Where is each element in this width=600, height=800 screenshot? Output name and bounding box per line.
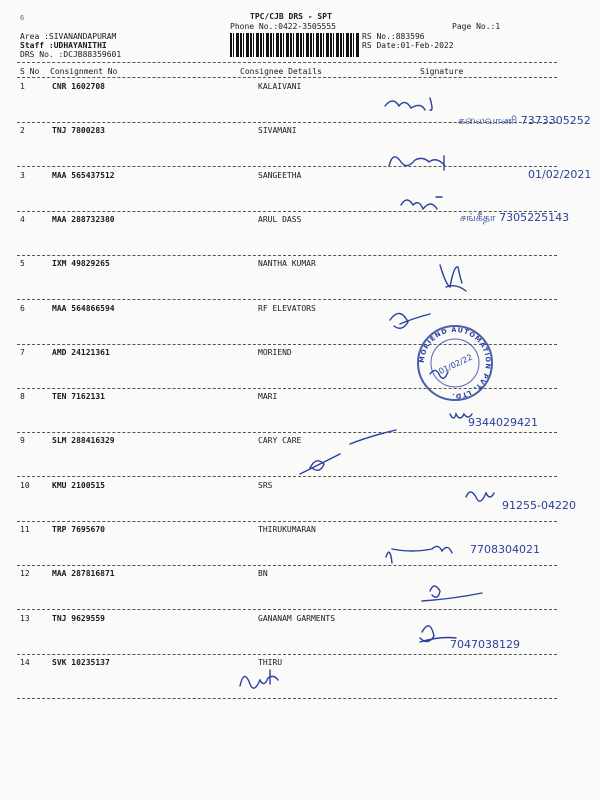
row-serial-number: 7	[20, 347, 25, 357]
row-divider	[17, 565, 557, 566]
table-row	[0, 348, 600, 392]
stamp-date: 01/02/22	[437, 352, 474, 377]
table-row	[0, 215, 600, 259]
row-consignee-name: SIVAMANI	[258, 126, 297, 136]
signature-note: 91255-04220	[502, 498, 576, 512]
barcode	[230, 33, 360, 57]
row-divider	[17, 211, 557, 212]
row-divider	[17, 609, 557, 610]
company-stamp	[415, 323, 495, 403]
row-consignment-number: CNR 1602708	[52, 82, 105, 91]
staff-label: Staff :UDHAYANITHI	[20, 41, 107, 50]
signature-stroke	[386, 546, 452, 563]
signature-note: 7047038129	[450, 637, 520, 651]
row-consignment-number: SLM 288416329	[52, 436, 115, 446]
row-consignment-number: MAA 565437512	[52, 170, 115, 180]
signature-stroke	[300, 430, 396, 474]
row-serial-number: 6	[20, 303, 25, 313]
corner-mark: 6	[20, 14, 25, 22]
row-divider	[17, 698, 557, 699]
row-consignment-number: TEN 7162131	[52, 392, 105, 402]
row-consignee-name: KALAIVANI	[258, 82, 302, 91]
row-serial-number: 10	[20, 480, 30, 490]
row-divider	[17, 521, 557, 522]
row-consignment-number: IXM 49829265	[52, 259, 110, 269]
row-consignee-name: THIRUKUMARAN	[258, 525, 316, 534]
col-signature-header: Signature	[420, 67, 464, 76]
row-signature	[390, 581, 600, 617]
row-serial-number: 13	[20, 613, 30, 623]
row-serial-number: 2	[20, 126, 25, 136]
table-row	[0, 614, 600, 658]
drs-number: DRS No. :DCJB88359601	[20, 50, 122, 59]
table-row	[0, 259, 600, 303]
row-divider	[17, 299, 557, 300]
row-consignment-number: KMU 2100515	[52, 480, 105, 490]
row-serial-number: 4	[20, 214, 25, 224]
row-consignee-name: NANTHA KUMAR	[258, 259, 316, 269]
row-divider	[17, 432, 557, 433]
row-consignee-name: MARI	[258, 392, 278, 402]
rs-number: RS No.:883596	[362, 32, 425, 41]
signature-stroke	[401, 197, 442, 209]
row-consignee-name: SANGEETHA	[258, 170, 302, 180]
table-row	[0, 525, 600, 569]
row-divider	[17, 654, 557, 655]
signature-stroke	[440, 265, 466, 291]
row-consignee-name: SRS	[258, 480, 273, 490]
signature-note: 01/02/2021	[528, 168, 592, 182]
signature-stroke	[240, 670, 278, 688]
column-header-divider	[17, 77, 557, 78]
col-consignee-header: Consignee Details	[240, 67, 322, 76]
row-divider	[17, 476, 557, 477]
row-consignee-name: BN	[258, 569, 268, 579]
signature-stroke	[385, 98, 432, 110]
row-serial-number: 3	[20, 170, 25, 180]
signature-stroke	[466, 492, 494, 501]
signature-note: 7708304021	[470, 543, 540, 556]
table-row	[0, 569, 600, 613]
table-row	[0, 392, 600, 436]
signature-note: கலைவாணி 7373305252	[458, 114, 591, 127]
area-label: Area :SIVANANDAPURAM	[20, 32, 117, 41]
signature-scribble	[310, 660, 530, 700]
table-row	[0, 82, 600, 126]
row-signature	[416, 487, 600, 523]
table-row	[0, 436, 600, 480]
table-row	[0, 658, 600, 702]
row-consignment-number: TNJ 9629559	[52, 613, 105, 623]
page-number: Page No.:1	[452, 22, 501, 31]
row-serial-number: 14	[20, 657, 30, 667]
row-consignee-name: GANANAM GARMENTS	[258, 613, 336, 623]
row-consignment-number: AMD 24121361	[52, 347, 110, 357]
row-consignment-number: TRP 7695670	[52, 525, 105, 534]
row-consignment-number: MAA 288732380	[52, 214, 115, 224]
row-consignment-number: MAA 564866594	[52, 303, 115, 313]
row-serial-number: 12	[20, 569, 30, 579]
table-row	[0, 304, 600, 348]
sheet-title: TPC/CJB DRS - SPT	[250, 12, 332, 21]
row-signature	[380, 261, 600, 297]
signature-note: 9344029421	[468, 416, 538, 430]
signature-stroke	[422, 586, 482, 601]
row-consignee-name: RF ELEVATORS	[258, 303, 316, 313]
row-signature	[380, 94, 600, 130]
signature-stroke	[389, 156, 445, 170]
row-consignment-number: TNJ 7800283	[52, 126, 105, 136]
signature-note: சங்கீதா 7305225143	[460, 210, 570, 224]
row-signature	[410, 404, 600, 440]
stamp-ring-text: MORIEND AUTOMATION PVT. LTD.	[417, 325, 493, 401]
col-consignment-header: Consignment No	[50, 67, 118, 76]
row-consignee-name: CARY CARE	[258, 436, 302, 446]
row-serial-number: 1	[20, 82, 25, 91]
row-divider	[17, 122, 557, 123]
row-serial-number: 5	[20, 259, 25, 269]
row-signature	[300, 438, 520, 474]
row-serial-number: 8	[20, 392, 25, 402]
phone-number: Phone No.:0422-3505555	[230, 22, 336, 31]
table-row	[0, 481, 600, 525]
rs-date: RS Date:01-Feb-2022	[362, 41, 454, 50]
row-serial-number: 9	[20, 436, 25, 446]
row-divider	[17, 255, 557, 256]
row-signature	[310, 660, 530, 696]
signature-scribble	[380, 261, 600, 301]
row-consignee-name: MORIEND	[258, 347, 292, 357]
row-consignee-name: ARUL DASS	[258, 214, 302, 224]
row-divider	[17, 166, 557, 167]
row-signature	[390, 620, 600, 656]
row-consignee-name: THIRU	[258, 657, 283, 667]
row-signature	[370, 221, 590, 257]
signature-scribble	[300, 438, 520, 478]
header-divider	[17, 62, 557, 63]
row-consignment-number: SVK 10235137	[52, 657, 110, 667]
col-sno-header: S No	[20, 67, 40, 76]
row-consignment-number: MAA 287816871	[52, 569, 115, 579]
row-serial-number: 11	[20, 525, 30, 534]
